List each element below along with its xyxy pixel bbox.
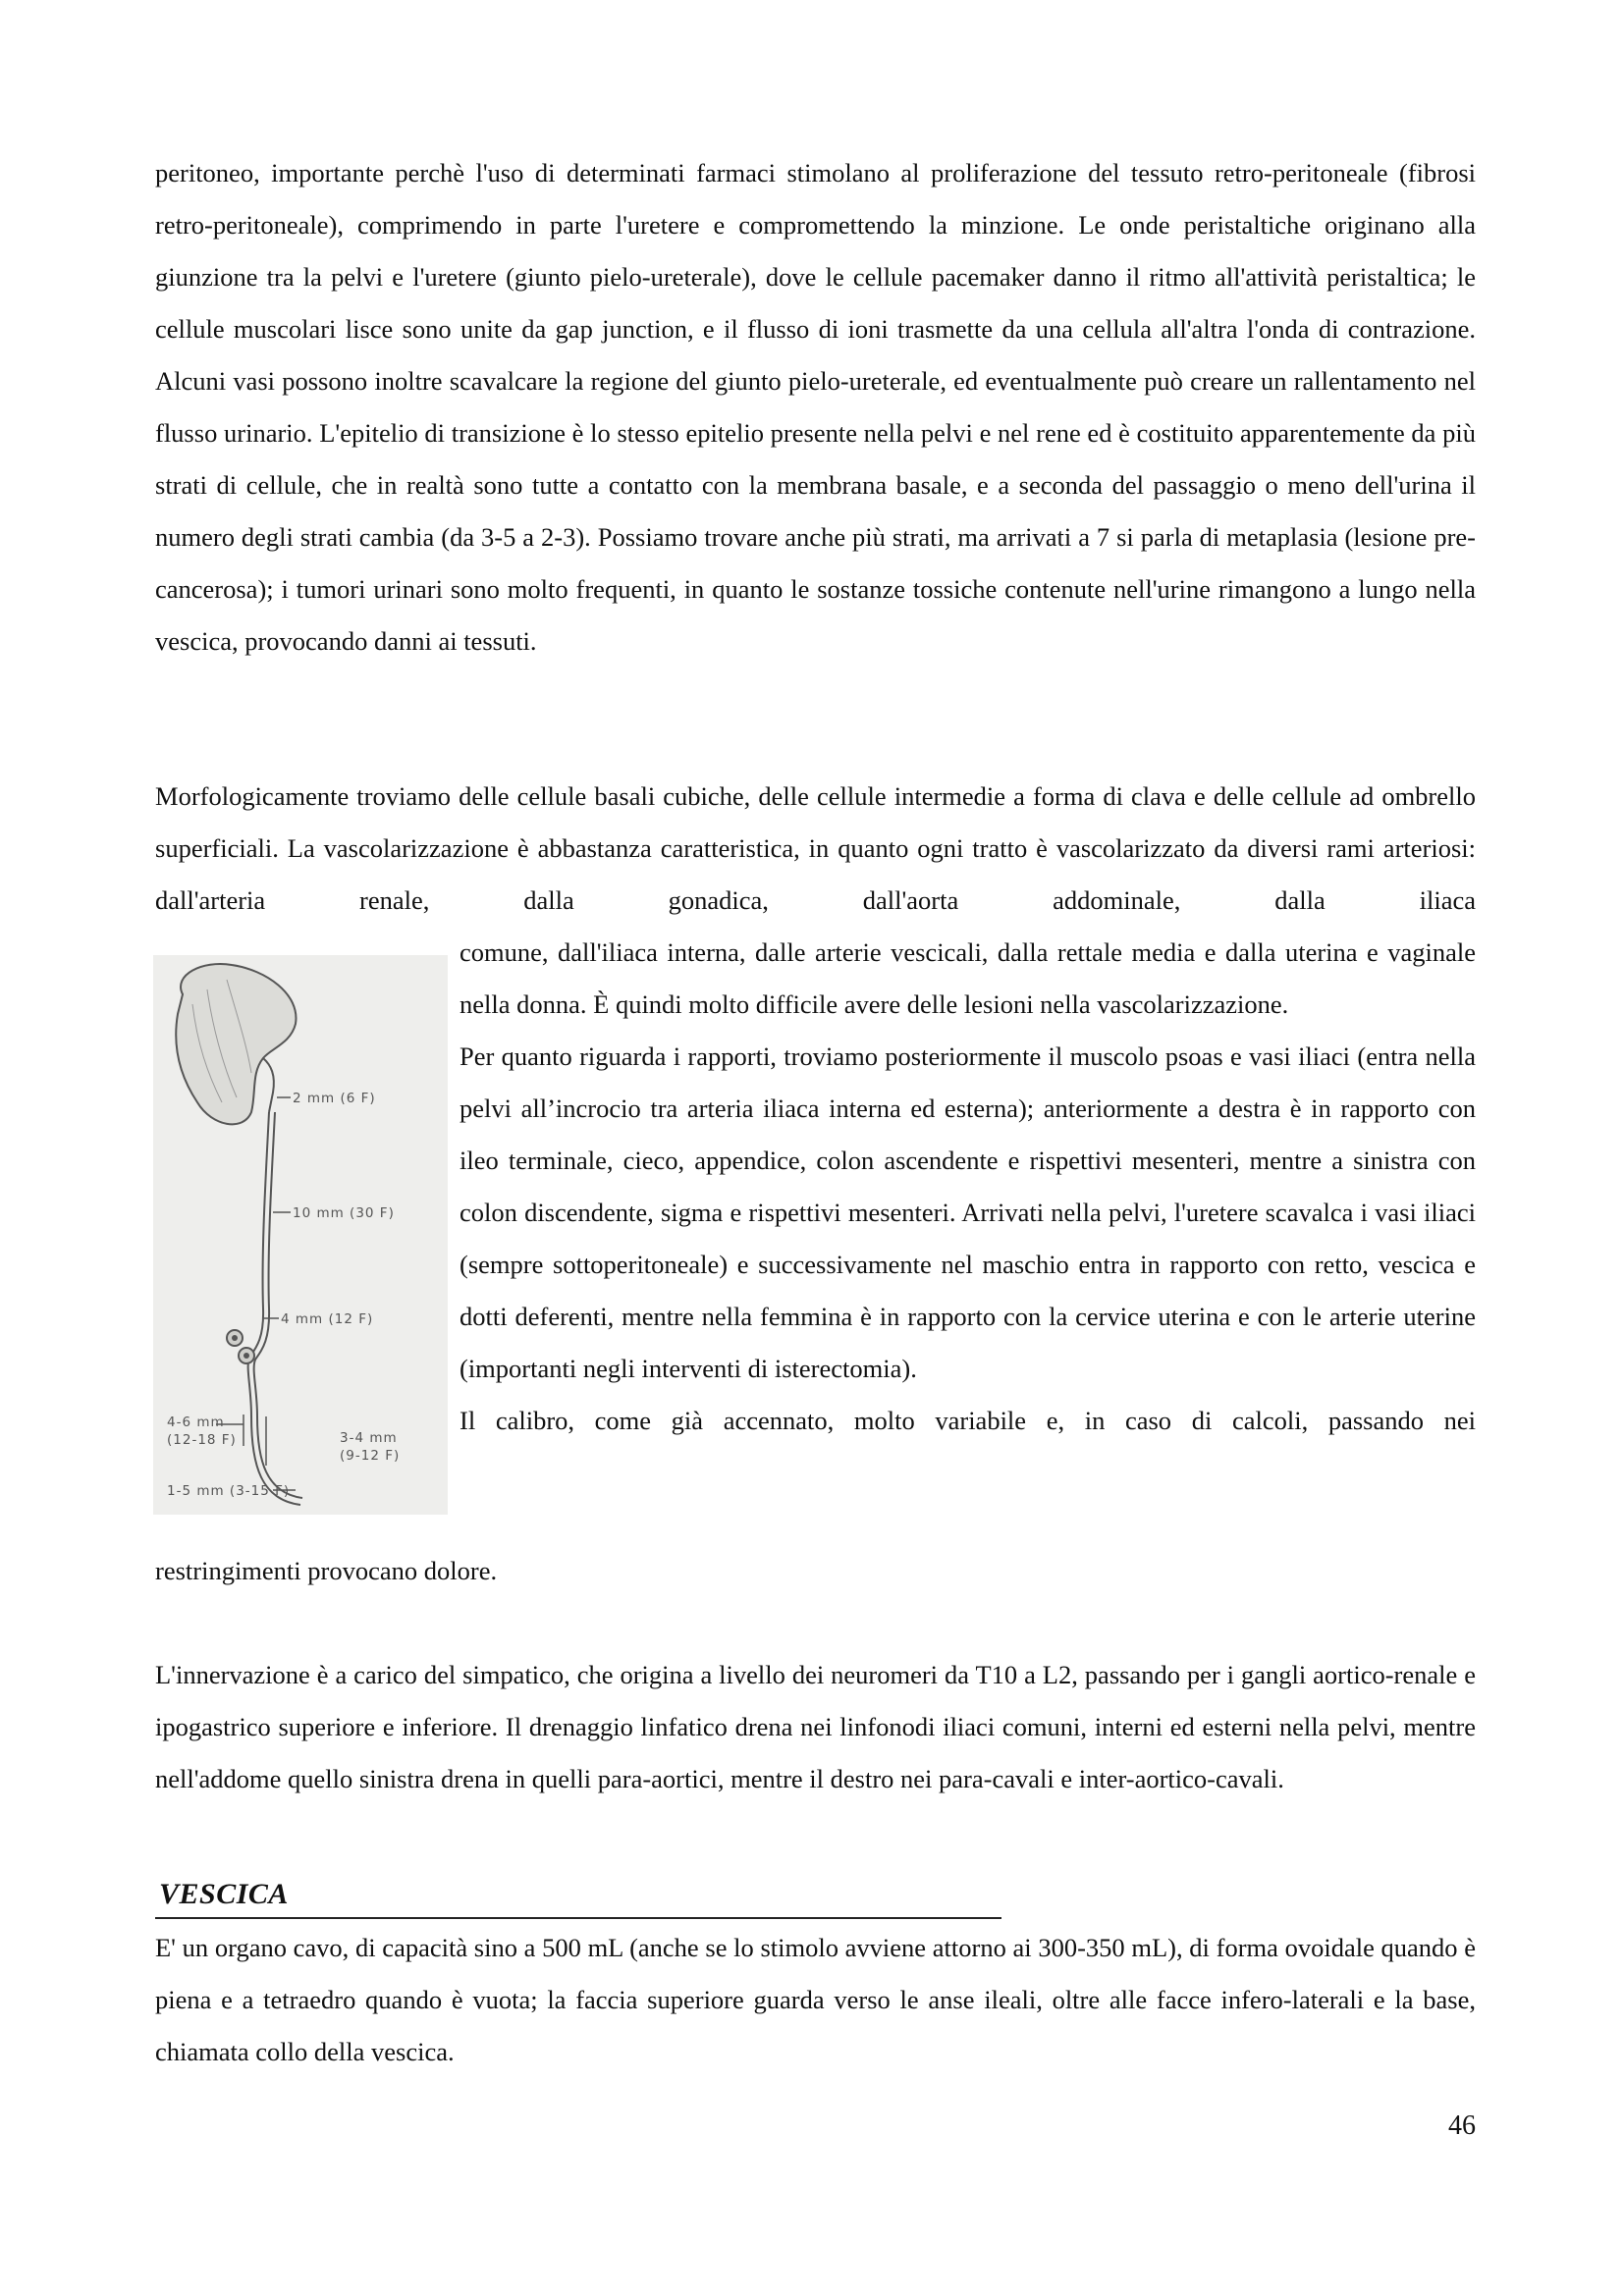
ureter-left-wall	[248, 1112, 300, 1505]
ureter-calibre-figure	[153, 955, 448, 1515]
heading-underline	[155, 1917, 1001, 1919]
label-4mm: 4 mm (12 F)	[281, 1311, 374, 1327]
paragraph-calibre-start: Il calibro, come già accennato, molto variabile e, in caso di calcoli, passando nei	[460, 1406, 1476, 1435]
label-4-6mm-f: (12-18 F)	[167, 1432, 237, 1448]
paragraph-vascularization: comune, dall'iliaca interna, dalle arterie vescicali, dalla rettale media e dalla uterina e vaginale nella donna. È quindi molto difficile avere delle lesioni nella vascolarizzazione.	[460, 937, 1476, 1019]
ureter-right-wall	[254, 1112, 302, 1498]
page-number: 46	[1448, 2110, 1476, 2141]
label-3-4mm: 3-4 mm	[340, 1430, 398, 1446]
paragraph-innervation	[155, 1649, 1476, 1805]
paragraph-bladder	[155, 1922, 1476, 2078]
kidney-ureter-illustration	[153, 955, 448, 1515]
paragraph-morphology-intro	[155, 771, 1476, 927]
wrapped-text-column	[460, 927, 1476, 1447]
paragraph-text: peritoneo, importante perchè l'uso di determinati farmaci stimolano al proliferazione del tessuto retro-peritoneale (fibrosi retro-peritoneale), comprimendo in parte l'uretere e compromettendo la minzione. Le onde peristaltiche originano alla giunzione tra la pelvi e l'uretere (giunto pielo-ureterale), dove le cellule pacemaker danno il ritmo all'attività peristaltica; le cellule muscolari lisce sono unite da gap junction, e il flusso di ioni trasmette da una cellula all'altra l'onda di contrazione. Alcuni vasi possono inoltre scavalcare la regione del giunto pielo-ureterale, ed eventualmente può creare un rallentamento nel flusso urinario. L'epitelio di transizione è lo stesso epitelio presente nella pelvi e nel rene ed è costituito apparentemente da più strati di cellule, che in realtà sono tutte a contatto con la membrana basale, e a seconda del passaggio o meno dell'urina il numero degli strati cambia (da 3-5 a 2-3). Possiamo trovare anche più strati, ma arrivati a 7 si parla di metaplasia (lesione pre-cancerosa); i tumori urinari sono molto frequenti, in quanto le sostanze tossiche contenute nell'urine rimangono a lungo nella vescica, provocando danni ai tessuti.	[155, 158, 1476, 656]
label-10mm: 10 mm (30 F)	[293, 1205, 395, 1221]
paragraph-ureter-peristalsis	[155, 147, 1476, 667]
paragraph-text: L'innervazione è a carico del simpatico, che origina a livello dei neuromeri da T10 a L2, passando per i gangli aortico-renale e ipogastrico superiore e inferiore. Il drenaggio linfatico drena nei linfonodi iliaci comuni, interni ed esterni nella pelvi, mentre nell'addome quello sinistra drena in quelli para-aortici, mentre il destro nei para-cavali e inter-aortico-cavali.	[155, 1660, 1476, 1793]
label-1-5mm: 1-5 mm (3-15 F)	[167, 1483, 291, 1499]
iliac-vessel-1-inner	[232, 1335, 238, 1341]
paragraph-text: E' un organo cavo, di capacità sino a 500 mL (anche se lo stimolo avviene attorno ai 300-350 mL), di forma ovoidale quando è piena e a tetraedro quando è vuota; la faccia superiore guarda verso le anse ileali, oltre alle facce infero-laterali e la base, chiamata collo della vescica.	[155, 1933, 1476, 2066]
paragraph-relations: Per quanto riguarda i rapporti, troviamo posteriormente il muscolo psoas e vasi iliaci (entra nella pelvi all’incrocio tra arteria iliaca interna ed esterna); anteriormente a destra è in rapporto con ileo terminale, cieco, appendice, colon ascendente e rispettivi mesenteri, mentre a sinistra con colon discendente, sigma e rispettivi mesenteri. Arrivati nella pelvi, l'uretere scavalca i vasi iliaci (sempre sottoperitoneale) e successivamente nel maschio entra in rapporto con retto, vescica e dotti deferenti, mentre nella femmina è in rapporto con la cervice uterina e con le arterie uterine (importanti negli interventi di isterectomia).	[460, 1041, 1476, 1383]
iliac-vessel-2-inner	[243, 1353, 249, 1359]
label-3-4mm-f: (9-12 F)	[340, 1448, 401, 1464]
paragraph-calibre-end	[155, 1545, 1476, 1597]
section-heading-vescica: VESCICA	[159, 1878, 289, 1910]
renal-pelvis	[263, 1058, 274, 1112]
label-2mm: 2 mm (6 F)	[293, 1091, 376, 1106]
paragraph-text: restringimenti provocano dolore.	[155, 1556, 498, 1585]
paragraph-text: Morfologicamente troviamo delle cellule basali cubiche, delle cellule intermedie a forma di clava e delle cellule ad ombrello superficiali. La vascolarizzazione è abbastanza caratteristica, in quanto ogni tratto è vascolarizzato da diversi rami arteriosi: dall'arteria renale, dalla gonadica, dall'aorta addominale, dalla iliaca	[155, 781, 1476, 915]
kidney-outline	[176, 964, 296, 1124]
label-4-6mm: 4-6 mm	[167, 1415, 225, 1430]
